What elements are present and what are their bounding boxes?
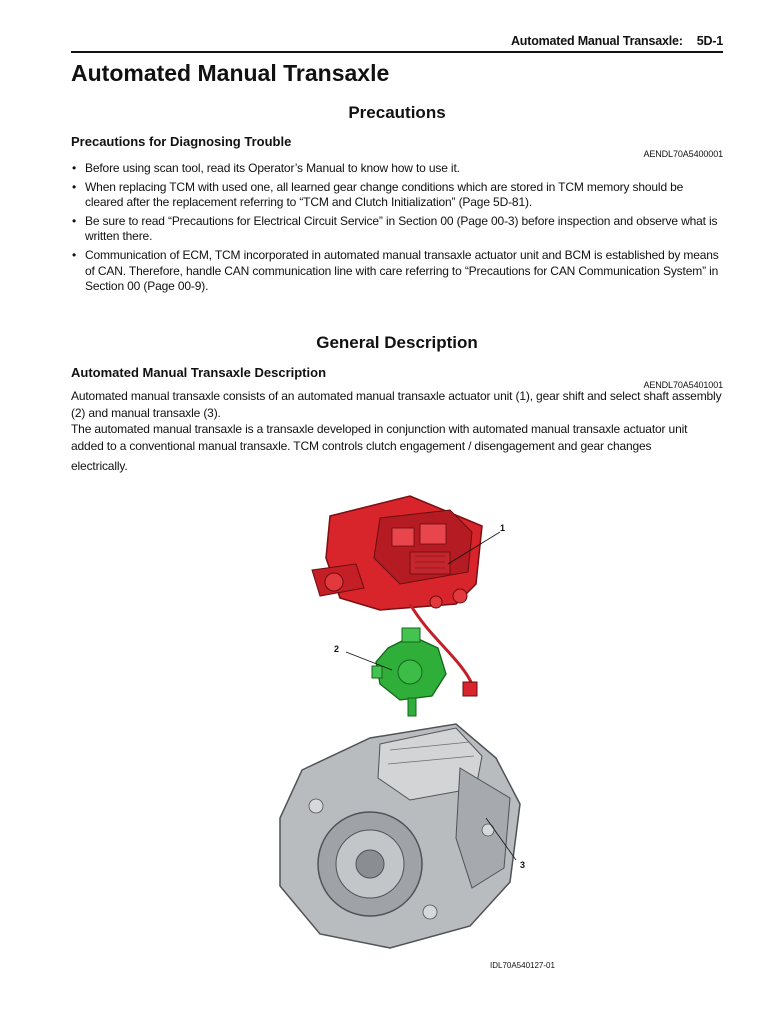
shift-shaft-assembly-drawing bbox=[372, 628, 446, 716]
figure-code: IDL70A540127-01 bbox=[490, 961, 555, 970]
list-item-text: Communication of ECM, TCM incorporated in automated manual transaxle actuator unit and BCM is established by means of CAN. Therefore, handle CAN communication line with care referring to “Precautions for CAN Communication System” in Section 00 (Page 00-9). bbox=[85, 247, 719, 294]
list-item-text: Be sure to read “Precautions for Electrical Circuit Service” in Section 00 (Page 00-3) before inspection and observe what is written there. bbox=[85, 213, 718, 244]
list-item bbox=[71, 180, 723, 211]
precautions-ref-code: AENDL70A5400001 bbox=[643, 149, 723, 159]
precautions-heading: Precautions bbox=[348, 103, 446, 122]
document-title: Automated Manual Transaxle bbox=[71, 60, 390, 86]
general-description-heading: General Description bbox=[316, 333, 478, 352]
transaxle-drawing bbox=[260, 488, 560, 958]
precautions-subheading: Precautions for Diagnosing Trouble bbox=[71, 134, 292, 149]
list-item bbox=[71, 214, 723, 245]
description-paragraph-2: The automated manual transaxle is a transaxle developed in conjunction with automated manual transaxle actuator unit added to a conventional manual transaxle. TCM controls clutch engagement / disengagement and gear changes bbox=[71, 422, 688, 453]
page-number: 5D-1 bbox=[696, 34, 723, 48]
description-subheading: Automated Manual Transaxle Description bbox=[71, 365, 327, 380]
transaxle-illustration bbox=[260, 488, 560, 958]
callout-3: 3 bbox=[520, 860, 526, 870]
bullet-icon: • bbox=[72, 161, 77, 175]
list-item-text: Before using scan tool, read its Operator’s Manual to know how to use it. bbox=[85, 161, 460, 175]
description-ref-code: AENDL70A5401001 bbox=[643, 380, 723, 390]
list-item bbox=[71, 248, 723, 295]
bullet-icon: • bbox=[72, 179, 77, 194]
callout-2: 2 bbox=[334, 644, 340, 654]
bullet-icon: • bbox=[72, 213, 77, 228]
running-header bbox=[511, 34, 723, 48]
precautions-list bbox=[71, 161, 723, 298]
running-header-title: Automated Manual Transaxle: bbox=[510, 34, 683, 48]
callout-1: 1 bbox=[500, 523, 506, 533]
list-item bbox=[71, 161, 723, 177]
header-rule bbox=[71, 51, 723, 53]
manual-transaxle-drawing bbox=[280, 724, 520, 948]
description-paragraph-3: electrically. bbox=[71, 459, 128, 473]
list-item-text: When replacing TCM with used one, all learned gear change conditions which are stored in TCM memory should be cleared after the replacement referring to “TCM and Clutch Initialization” (Page 5D-81). bbox=[85, 179, 684, 210]
description-paragraph-1: Automated manual transaxle consists of an automated manual transaxle actuator unit (1), gear shift and select shaft assembly (2) and manual transaxle (3). bbox=[71, 389, 722, 420]
bullet-icon: • bbox=[72, 247, 77, 262]
